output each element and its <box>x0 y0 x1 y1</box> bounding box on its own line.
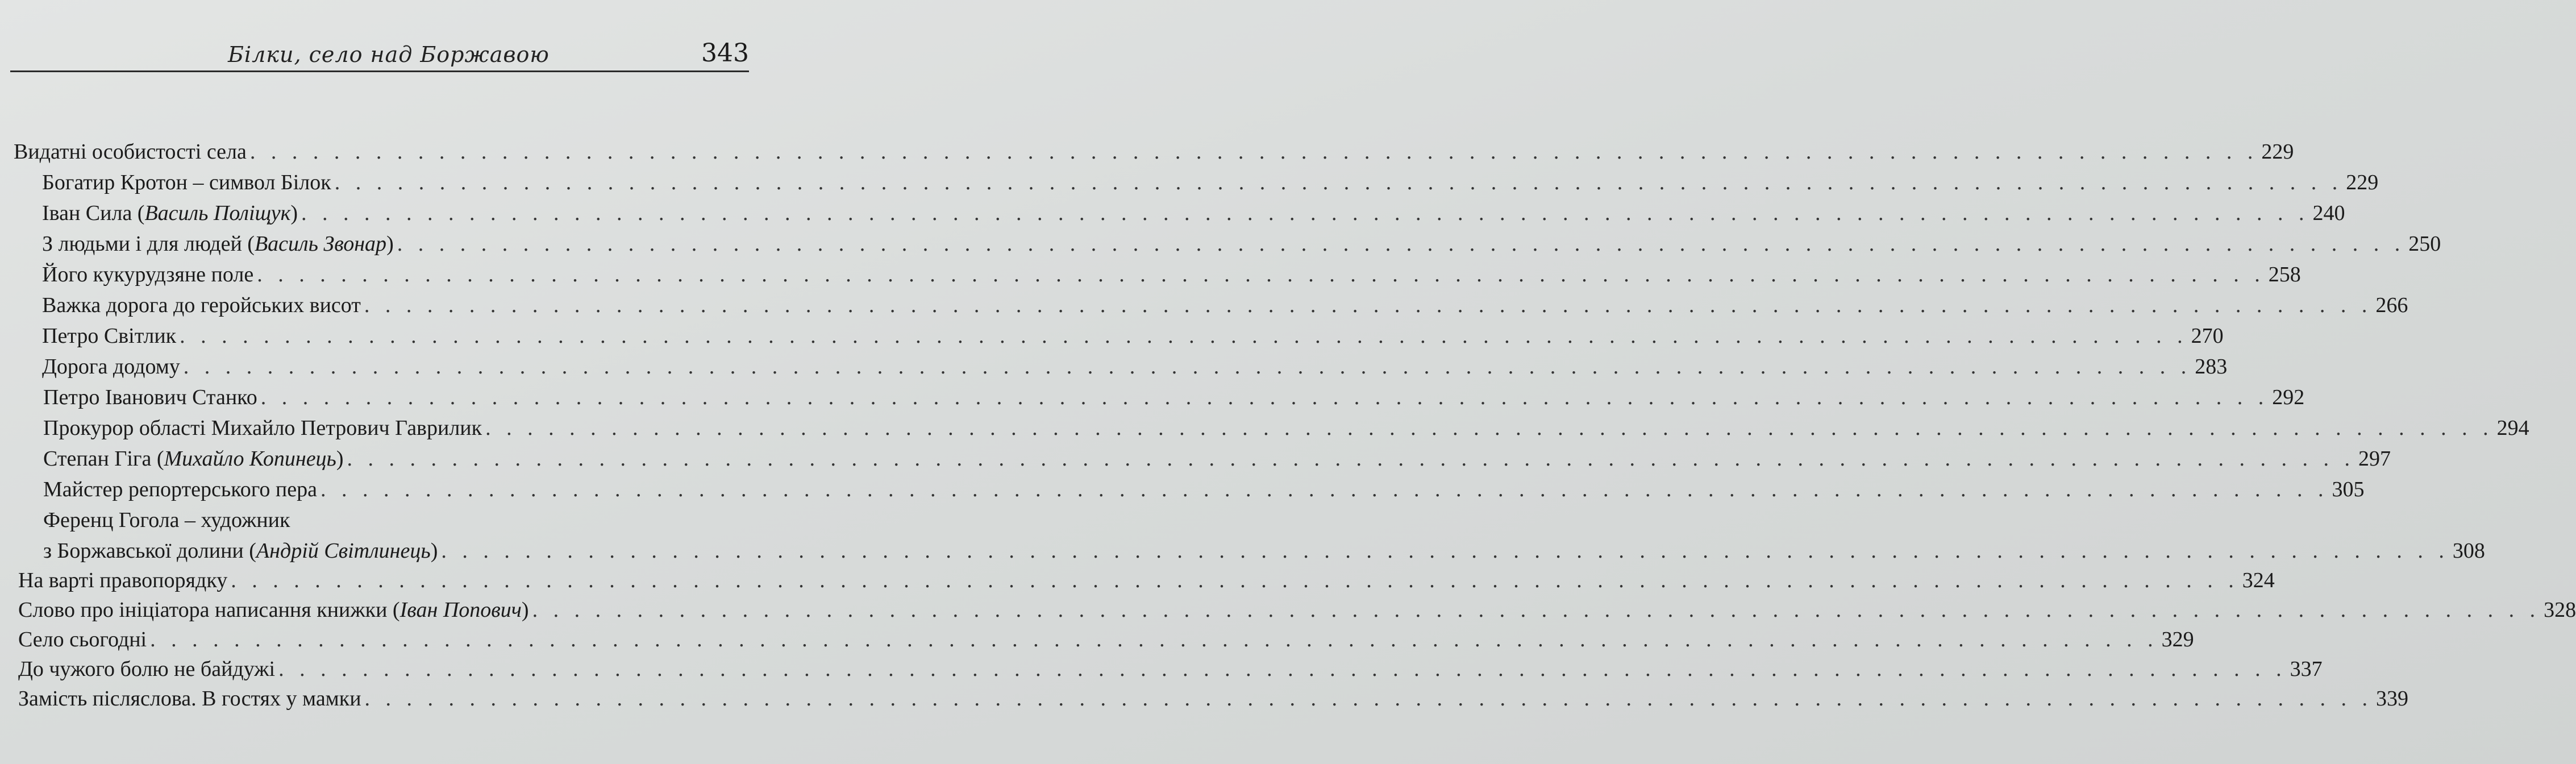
toc-entry-page: 328 <box>2544 598 2576 622</box>
toc-entry-suffix: ) <box>430 539 438 563</box>
toc-entry-page: 229 <box>2261 140 2294 164</box>
toc-leader-dots: . . . . . . . . . . . . . . . . . . . . . . . . . . . . . . . . . . . . . . . . . . . . . . . . . . . . . . . . . . . . . . . . . . . . . . . . . . . . . . . . . . . . . . . . . . . . . . . . <box>364 687 2373 711</box>
toc-leader-dots: . . . . . . . . . . . . . . . . . . . . . . . . . . . . . . . . . . . . . . . . . . . . . . . . . . . . . . . . . . . . . . . . . . . . . . . . . . . . . . . . . . . . . . . . . . . . . . . . <box>278 657 2287 681</box>
toc-entry-title: Майстер репортерського пера <box>43 478 317 501</box>
toc-leader-dots: . . . . . . . . . . . . . . . . . . . . . . . . . . . . . . . . . . . . . . . . . . . . . . . . . . . . . . . . . . . . . . . . . . . . . . . . . . . . . . . . . . . . . . . . . . . . . . . . <box>532 598 2541 622</box>
toc-entry-page: 294 <box>2496 416 2529 440</box>
toc-entry <box>43 474 2365 505</box>
toc-entry-page: 229 <box>2346 171 2379 194</box>
toc-entry-page: 329 <box>2161 628 2194 651</box>
toc-entry-page: 258 <box>2268 263 2301 286</box>
toc-entry-author: Василь Поліщук <box>144 201 291 225</box>
toc-entry-title: Петро Світлик <box>42 324 177 348</box>
toc-entry-author: Іван Попович <box>399 598 522 622</box>
toc-entry-page: 305 <box>2332 478 2365 501</box>
toc-entry-page: 250 <box>2408 232 2441 256</box>
running-header <box>10 34 749 75</box>
toc-entry <box>42 198 2345 229</box>
toc-entry-page: 292 <box>2272 385 2305 409</box>
toc-entry-author: Михайло Копинець <box>164 447 336 471</box>
toc-entry <box>14 136 2294 167</box>
toc-entry-page: 283 <box>2195 355 2228 379</box>
toc-entry-title: На варті правопорядку <box>18 568 228 592</box>
toc-entry-page: 339 <box>2376 687 2409 711</box>
toc-entry-page: 270 <box>2191 324 2224 348</box>
toc-entry-page: 266 <box>2375 293 2408 317</box>
toc-entry-title: Важка дорога до геройських висот <box>42 293 361 317</box>
toc-entry <box>43 413 2529 443</box>
toc-entry <box>43 443 2391 474</box>
toc-leader-dots: . . . . . . . . . . . . . . . . . . . . . . . . . . . . . . . . . . . . . . . . . . . . . . . . . . . . . . . . . . . . . . . . . . . . . . . . . . . . . . . . . . . . . . . . . . . . . . . . <box>180 324 2188 348</box>
running-title: Білки, село над Боржавою <box>228 42 550 67</box>
toc-entry <box>18 595 2576 625</box>
toc-entry <box>43 382 2305 413</box>
toc-entry-page: 297 <box>2358 447 2391 471</box>
toc-entry-author: Василь Звонар <box>254 232 387 256</box>
toc-entry <box>18 654 2323 684</box>
toc-leader-dots: . . . . . . . . . . . . . . . . . . . . . . . . . . . . . . . . . . . . . . . . . . . . . . . . . . . . . . . . . . . . . . . . . . . . . . . . . . . . . . . . . . . . . . . . . . . . . . . . <box>150 628 2158 651</box>
toc-entry-title: Слово про ініціатора написання книжки ( <box>18 598 400 622</box>
toc-leader-dots: . . . . . . . . . . . . . . . . . . . . . . . . . . . . . . . . . . . . . . . . . . . . . . . . . . . . . . . . . . . . . . . . . . . . . . . . . . . . . . . . . . . . . . . . . . . . . . . . <box>231 568 2239 592</box>
toc-entry-title: Богатир Кротон – символ Білок <box>42 171 331 194</box>
toc-entry <box>18 683 2409 714</box>
header-rule <box>10 70 749 72</box>
toc-entry-title: з Боржавської долини ( <box>43 539 256 563</box>
toc-entry <box>43 535 2485 566</box>
toc-entry-title: Замість післяслова. В гостях у мамки <box>18 687 361 711</box>
toc-entry-title: Село сьогодні <box>18 628 147 651</box>
toc-leader-dots: . . . . . . . . . . . . . . . . . . . . . . . . . . . . . . . . . . . . . . . . . . . . . . . . . . . . . . . . . . . . . . . . . . . . . . . . . . . . . . . . . . . . . . . . . . . . . . . . <box>485 416 2494 440</box>
toc-entry <box>18 565 2275 596</box>
toc-entry-page: 308 <box>2452 539 2485 563</box>
toc-entry <box>42 167 2379 198</box>
toc-entry-title: До чужого болю не байдужі <box>18 657 276 681</box>
toc-entry-continued <box>43 505 736 535</box>
toc-leader-dots: . . . . . . . . . . . . . . . . . . . . . . . . . . . . . . . . . . . . . . . . . . . . . . . . . . . . . . . . . . . . . . . . . . . . . . . . . . . . . . . . . . . . . . . . . . . . . . . . <box>183 355 2192 379</box>
toc-entry-title: Петро Іванович Станко <box>43 385 257 409</box>
toc-entry-title: Ференц Гогола – художник <box>43 508 290 532</box>
toc-entry-suffix: ) <box>521 598 529 622</box>
toc-entry <box>42 290 2408 321</box>
toc-leader-dots: . . . . . . . . . . . . . . . . . . . . . . . . . . . . . . . . . . . . . . . . . . . . . . . . . . . . . . . . . . . . . . . . . . . . . . . . . . . . . . . . . . . . . . . . . . . . . . . . <box>364 293 2373 317</box>
toc-entry-title: Його кукурудзяне поле <box>42 263 254 286</box>
toc-leader-dots: . . . . . . . . . . . . . . . . . . . . . . . . . . . . . . . . . . . . . . . . . . . . . . . . . . . . . . . . . . . . . . . . . . . . . . . . . . . . . . . . . . . . . . . . . . . . . . . . <box>441 539 2449 563</box>
toc-entry-page: 240 <box>2312 201 2345 225</box>
toc-entry-page: 337 <box>2290 657 2323 681</box>
toc-entry-suffix: ) <box>386 232 394 256</box>
toc-leader-dots: . . . . . . . . . . . . . . . . . . . . . . . . . . . . . . . . . . . . . . . . . . . . . . . . . . . . . . . . . . . . . . . . . . . . . . . . . . . . . . . . . . . . . . . . . . . . . . . . <box>260 385 2269 409</box>
toc-entry-suffix: ) <box>336 447 344 471</box>
toc-entry-title: Видатні особистості села <box>14 140 247 164</box>
toc-entry-title: Дорога додому <box>42 355 180 379</box>
toc-leader-dots: . . . . . . . . . . . . . . . . . . . . . . . . . . . . . . . . . . . . . . . . . . . . . . . . . . . . . . . . . . . . . . . . . . . . . . . . . . . . . . . . . . . . . . . . . . . . . . . . <box>249 140 2258 164</box>
toc-entry <box>18 624 2194 655</box>
toc-entry-author: Андрій Світлинець <box>256 539 431 563</box>
toc-leader-dots: . . . . . . . . . . . . . . . . . . . . . . . . . . . . . . . . . . . . . . . . . . . . . . . . . . . . . . . . . . . . . . . . . . . . . . . . . . . . . . . . . . . . . . . . . . . . . . . . <box>397 232 2406 256</box>
toc-entry <box>42 259 2301 290</box>
toc-leader-dots: . . . . . . . . . . . . . . . . . . . . . . . . . . . . . . . . . . . . . . . . . . . . . . . . . . . . . . . . . . . . . . . . . . . . . . . . . . . . . . . . . . . . . . . . . . . . . . . . <box>320 478 2329 501</box>
page-number: 343 <box>701 39 749 68</box>
toc-leader-dots: . . . . . . . . . . . . . . . . . . . . . . . . . . . . . . . . . . . . . . . . . . . . . . . . . . . . . . . . . . . . . . . . . . . . . . . . . . . . . . . . . . . . . . . . . . . . . . . . <box>334 171 2343 194</box>
toc-entry <box>42 351 2228 382</box>
toc-entry-title: Прокурор області Михайло Петрович Гаврилик <box>43 416 482 440</box>
toc-entry-title: З людьми і для людей ( <box>42 232 255 256</box>
toc-entry <box>42 321 2224 351</box>
toc-entry-title: Степан Гіга ( <box>43 447 164 471</box>
toc-leader-dots: . . . . . . . . . . . . . . . . . . . . . . . . . . . . . . . . . . . . . . . . . . . . . . . . . . . . . . . . . . . . . . . . . . . . . . . . . . . . . . . . . . . . . . . . . . . . . . . . <box>257 263 2265 286</box>
toc-leader-dots: . . . . . . . . . . . . . . . . . . . . . . . . . . . . . . . . . . . . . . . . . . . . . . . . . . . . . . . . . . . . . . . . . . . . . . . . . . . . . . . . . . . . . . . . . . . . . . . . <box>347 447 2356 471</box>
toc-entry-title: Іван Сила ( <box>42 201 145 225</box>
toc-entry-page: 324 <box>2242 568 2275 592</box>
toc-entry <box>42 229 2441 259</box>
toc-entry-suffix: ) <box>290 201 298 225</box>
toc-leader-dots: . . . . . . . . . . . . . . . . . . . . . . . . . . . . . . . . . . . . . . . . . . . . . . . . . . . . . . . . . . . . . . . . . . . . . . . . . . . . . . . . . . . . . . . . . . . . . . . . <box>301 201 2309 225</box>
